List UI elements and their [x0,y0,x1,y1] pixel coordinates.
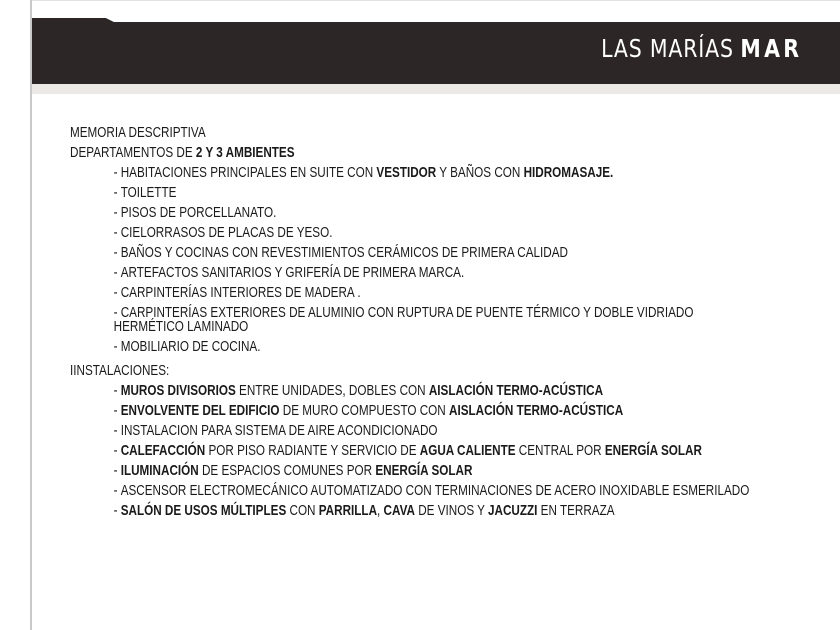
item-bold: AISLACIÓN TERMO-ACÚSTICA [448,402,624,419]
item-bold: JACUZZI [488,502,538,519]
list-item: - HABITACIONES PRINCIPALES EN SUITE CON VESTIDOR Y BAÑOS CON HIDROMASAJE. [113,164,614,181]
item-text: BAÑOS Y COCINAS CON REVESTIMIENTOS CERÁMICOS DE PRIMERA CALIDAD [120,244,568,261]
instalaciones-list [70,381,772,521]
subtitle-text: DEPARTAMENTOS DE [70,144,196,161]
item-text: DE MURO COMPUESTO CON [279,402,449,419]
item-text: CIELORRASOS DE PLACAS DE YESO. [120,224,333,241]
list-item: - ENVOLVENTE DEL EDIFICIO DE MURO COMPUESTO CON AISLACIÓN TERMO-ACÚSTICA [113,402,624,419]
item-text: CON [286,502,319,519]
list-item: - MOBILIARIO DE COCINA. [113,338,261,355]
top-border [32,0,840,1]
item-bold: HIDROMASAJE. [523,164,614,181]
list-item: - CARPINTERÍAS EXTERIORES DE ALUMINIO CON RUPTURA DE PUENTE TÉRMICO Y DOBLE VIDRIADO HERMÉTICO LAMINADO [113,304,694,335]
item-text: DE VINOS Y [414,502,489,519]
list-item: - TOILETTE [113,184,177,201]
memoria-title: MEMORIA DESCRIPTIVA [70,124,206,141]
list-item: - BAÑOS Y COCINAS CON REVESTIMIENTOS CERÁMICOS DE PRIMERA CALIDAD [113,244,568,261]
document-body [70,123,772,521]
memoria-subtitle [70,143,772,163]
list-item: - INSTALACION PARA SISTEMA DE AIRE ACONDICIONADO [113,422,438,439]
item-text: PISOS DE PORCELLANATO. [120,204,277,221]
brand-title [601,34,802,63]
item-bold: ILUMINACIÓN [120,462,199,479]
item-bold: VESTIDOR [376,164,437,181]
list-item: - CALEFACCIÓN POR PISO RADIANTE Y SERVICIO DE AGUA CALIENTE CENTRAL POR ENERGÍA SOLAR [113,442,702,459]
item-text: ENTRE UNIDADES, DOBLES CON [235,382,429,399]
item-text: ARTEFACTOS SANITARIOS Y GRIFERÍA DE PRIMERA MARCA. [120,264,465,281]
item-bold: AGUA CALIENTE [419,442,516,459]
item-bold: AISLACIÓN TERMO-ACÚSTICA [428,382,604,399]
item-text: CARPINTERÍAS EXTERIORES DE ALUMINIO CON RUPTURA DE PUENTE TÉRMICO Y DOBLE VIDRIADO HERMÉTICO LAMINADO [113,304,694,335]
item-bold: ENVOLVENTE DEL EDIFICIO [120,402,280,419]
list-item: - SALÓN DE USOS MÚLTIPLES CON PARRILLA, CAVA DE VINOS Y JACUZZI EN TERRAZA [113,502,615,519]
item-bold: CALEFACCIÓN [120,442,206,459]
memoria-list [70,163,772,357]
list-item: - ASCENSOR ELECTROMECÁNICO AUTOMATIZADO CON TERMINACIONES DE ACERO INOXIDABLE ESMERILADO [113,482,750,499]
item-text: CENTRAL POR [515,442,605,459]
list-item: - CIELORRASOS DE PLACAS DE YESO. [113,224,333,241]
item-bold: SALÓN DE USOS MÚLTIPLES [120,502,287,519]
instalaciones-title: IINSTALACIONES: [70,362,170,379]
item-text: Y BAÑOS CON [436,164,524,181]
item-text: EN TERRAZA [537,502,615,519]
list-item: - MUROS DIVISORIOS ENTRE UNIDADES, DOBLES CON AISLACIÓN TERMO-ACÚSTICA [113,382,604,399]
item-bold: ENERGÍA SOLAR [375,462,473,479]
item-text: HABITACIONES PRINCIPALES EN SUITE CON [120,164,377,181]
item-bold: PARRILLA [318,502,378,519]
header-strip [32,84,840,94]
list-item: - ILUMINACIÓN DE ESPACIOS COMUNES POR ENERGÍA SOLAR [113,462,473,479]
item-text: DE ESPACIOS COMUNES POR [198,462,376,479]
list-item: - CARPINTERÍAS INTERIORES DE MADERA . [113,284,361,301]
left-border [30,0,32,630]
item-text: INSTALACION PARA SISTEMA DE AIRE ACONDICIONADO [120,422,438,439]
item-bold: MUROS DIVISORIOS [120,382,236,399]
item-bold: CAVA [383,502,415,519]
item-text: ASCENSOR ELECTROMECÁNICO AUTOMATIZADO CON TERMINACIONES DE ACERO INOXIDABLE ESMERILADO [120,482,750,499]
item-text: CARPINTERÍAS INTERIORES DE MADERA . [120,284,361,301]
item-bold: ENERGÍA SOLAR [604,442,702,459]
item-text: POR PISO RADIANTE Y SERVICIO DE [205,442,420,459]
item-text: MOBILIARIO DE COCINA. [120,338,261,355]
item-text: TOILETTE [120,184,177,201]
brand-light: LAS MARÍAS [600,34,734,63]
subtitle-bold: 2 Y 3 AMBIENTES [195,144,295,161]
brand-bold: MAR [740,34,802,63]
list-item: - PISOS DE PORCELLANATO. [113,204,277,221]
item-text: , [377,502,384,519]
list-item: - ARTEFACTOS SANITARIOS Y GRIFERÍA DE PRIMERA MARCA. [113,264,465,281]
